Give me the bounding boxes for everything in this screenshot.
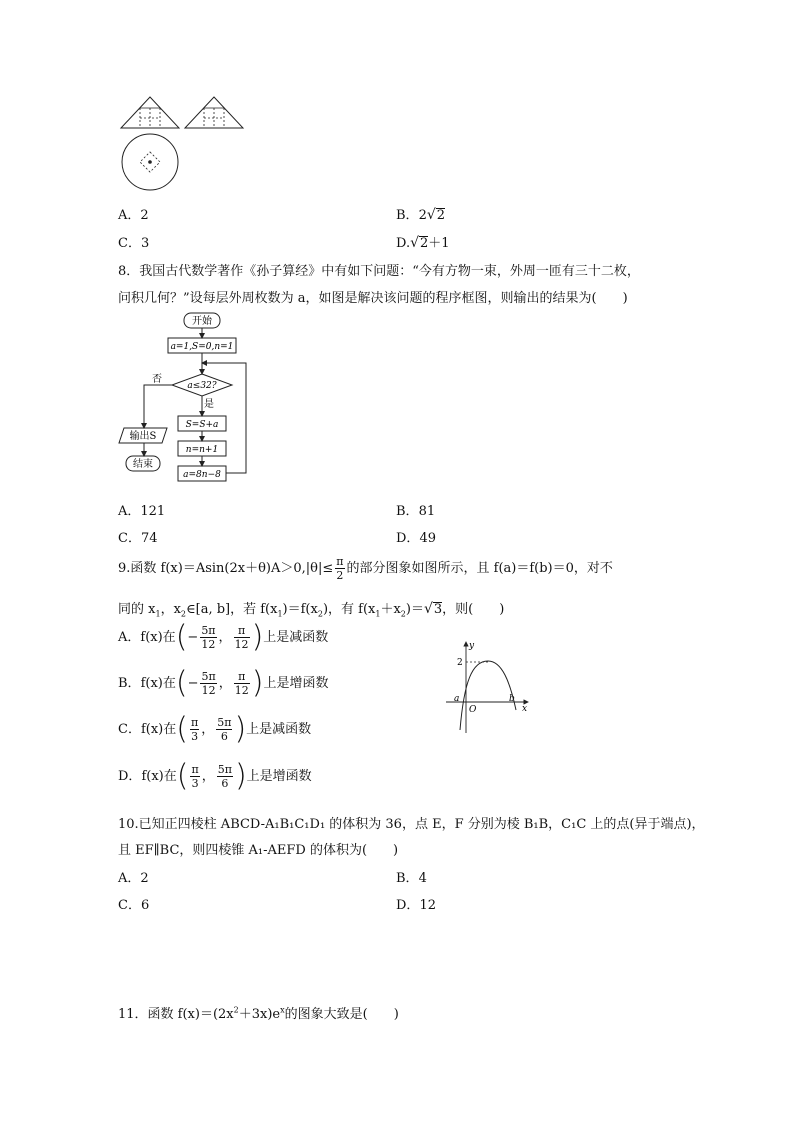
q7-option-a[interactable]: A．2 — [118, 208, 149, 223]
q9-option-d[interactable]: D．f(x)在( $\frac{\pi}{3}$ ， $\frac{5\pi}{6}$ )上是增函数 — [118, 758, 312, 794]
flow-step3-text: a=8n−8 — [183, 470, 221, 480]
flow-end-text: 结束 — [133, 459, 153, 470]
flow-start-text: 开始 — [192, 316, 212, 327]
q9-option-b[interactable]: B．f(x)在(− $\frac{5\pi}{12}$ ， $\frac{\pi}{12}$ )上是增函数 — [118, 665, 329, 701]
origin-label: O — [469, 705, 477, 715]
flow-step1-text: S=S+a — [185, 420, 219, 430]
flow-yes-label: 是 — [204, 399, 214, 410]
flow-condition-text: a≤32? — [187, 381, 217, 391]
flowchart — [112, 310, 252, 492]
x-axis-label: x — [522, 704, 528, 714]
q8-option-a[interactable]: A．121 — [118, 504, 166, 519]
front-view — [121, 97, 179, 128]
point-a-label: a — [454, 694, 460, 704]
q8-stem-line1: 8．我国古代数学著作《孙子算经》中有如下问题：“今有方物一束，外周一匝有三十二枚， — [118, 264, 640, 279]
q7-option-b[interactable]: B．2√2 — [396, 207, 446, 223]
q10-option-b[interactable]: B．4 — [396, 871, 427, 886]
q8-stem-line2: 问积几何？”设每层外周枚数为 a，如图是解决该问题的程序框图，则输出的结果为( ) — [118, 291, 628, 306]
side-view — [185, 97, 243, 128]
q11-stem: 11．函数 $f(x)=(2x^2+3x)e^x$的图象大致是( ) — [118, 1005, 399, 1022]
flow-init-text: a=1,S=0,n=1 — [170, 342, 234, 352]
q10-stem-line2: 且 EF∥BC，则四棱锥 A₁-AEFD 的体积为( ) — [118, 843, 399, 858]
q9-option-a[interactable]: A．f(x)在(− $\frac{5\pi}{12}$ ， $\frac{\pi}{12}$ )上是减函数 — [118, 619, 329, 655]
q9-pi-over-2: $\frac{\pi}{2}$ — [336, 555, 344, 582]
q10-option-a[interactable]: A．2 — [118, 871, 149, 886]
flow-no-label: 否 — [152, 374, 162, 385]
three-view-figure — [118, 94, 250, 194]
flow-step2-text: n=n+1 — [185, 445, 219, 455]
top-view — [122, 134, 178, 190]
max-value-label: 2 — [457, 658, 463, 668]
q10-option-c[interactable]: C．6 — [118, 898, 150, 913]
y-axis-label: y — [469, 641, 475, 651]
q9-stem-line2: 同的 $x_1$，$x_2\in[a$, b]，若 $f(x_1)=f(x_2)$，有 $f(x_1+x_2)=√3$，则( ) — [118, 601, 505, 619]
flow-output-text: 输出S — [129, 431, 157, 442]
q7-option-d[interactable]: D.√2＋1 — [396, 235, 450, 251]
q10-stem-line1: 10.已知正四棱柱 ABCD-A₁B₁C₁D₁ 的体积为 36，点 E，F 分别为棱 B₁B，C₁C 上的点(异于端点)， — [118, 817, 705, 832]
q8-option-d[interactable]: D．49 — [396, 531, 436, 546]
point-b-label: b — [509, 694, 515, 704]
q7-option-c[interactable]: C．3 — [118, 236, 150, 251]
q10-option-d[interactable]: D．12 — [396, 898, 436, 913]
sine-graph — [444, 638, 532, 734]
q9-stem-line1: 9.函数 f(x)＝Asin(2x＋θ)A＞0,|θ|≤ $\frac{\pi}{2}$ 的部分图象如图所示，且 f(a)＝f(b)＝0，对不 — [118, 555, 613, 582]
q8-option-b[interactable]: B．81 — [396, 504, 436, 519]
q8-option-c[interactable]: C．74 — [118, 531, 158, 546]
sine-curve — [460, 661, 516, 730]
q9-option-c[interactable]: C．f(x)在( $\frac{\pi}{3}$ ， $\frac{5\pi}{6}$ )上是减函数 — [118, 711, 312, 747]
